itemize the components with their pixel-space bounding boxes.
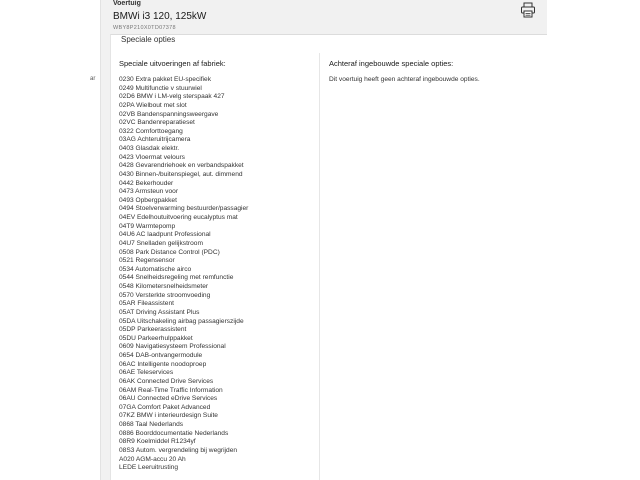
option-item: 0494 Stoelverwarming bestuurder/passagier	[119, 205, 249, 213]
option-item: 05AT Driving Assistant Plus	[119, 308, 200, 316]
option-item: 0230 Extra pakket EU-specifiek	[119, 76, 211, 83]
option-item: 02VB Bandenspanningsweergave	[119, 110, 219, 118]
option-item: 0570 Versterkte stroomvoeding	[119, 291, 211, 299]
option-item: 02PA Wielbout met slot	[119, 101, 187, 109]
option-item: 06AK Connected Drive Services	[119, 377, 214, 385]
option-item: 05DA Uitschakeling airbag passagierszijde	[119, 317, 244, 325]
option-item: 06AU Connected eDrive Services	[119, 395, 218, 403]
option-item: 0868 Taal Nederlands	[119, 421, 184, 428]
option-item: 03AG Achteruitrijcamera	[119, 136, 191, 144]
option-item: 06AC Intelligente noodoproep	[119, 360, 207, 368]
option-item: LEDE Leeruitrusting	[119, 464, 179, 472]
section-title: Speciale opties	[121, 35, 176, 44]
factory-options-column	[119, 59, 309, 473]
option-item: 07GA Comfort Paket Advanced	[119, 403, 211, 411]
option-item: 02VC Bandenreparatieset	[119, 119, 195, 127]
option-item: 0403 Glasdak elektr.	[119, 145, 180, 152]
option-item: 0249 Multifunctie v stuurwiel	[119, 84, 202, 92]
factory-options-list	[119, 76, 309, 473]
aftermarket-options-column	[329, 59, 539, 83]
option-item: 0654 DAB-ontvangermodule	[119, 352, 203, 359]
section-kicker: Voertuig	[113, 0, 141, 7]
option-item: 04T9 Warmtepomp	[119, 222, 176, 230]
option-item: 07KZ BMW i interieurdesign Suite	[119, 412, 218, 420]
option-item: 0428 Gevarendriehoek en verbandspakket	[119, 162, 244, 170]
option-item: 06AM Real-Time Traffic Information	[119, 386, 223, 394]
option-item: 05DU Parkeerhulppakket	[119, 334, 193, 342]
option-item: 0473 Armsteun voor	[119, 188, 179, 196]
option-item: 0609 Navigatiesysteem Professional	[119, 343, 226, 351]
option-item: 0886 Boorddocumentatie Nederlands	[119, 429, 229, 437]
option-item: 0493 Opbergpakket	[119, 196, 177, 204]
option-item: 04EV Edelhoutuitvoering eucalyptus mat	[119, 214, 238, 221]
vehicle-title: BMWi i3 120, 125kW	[113, 11, 207, 22]
printer-icon[interactable]	[520, 2, 536, 18]
option-item: 04U6 AC laadpunt Professional	[119, 231, 211, 239]
option-item: 0442 Bekerhouder	[119, 179, 174, 187]
sidebar-fragment: ar	[90, 76, 96, 82]
column-divider	[319, 53, 320, 480]
aftermarket-options-title: Achteraf ingebouwde speciale opties:	[329, 59, 454, 68]
option-item: 08S3 Autom. vergrendeling bij wegrijden	[119, 446, 238, 454]
option-item: 0508 Park Distance Control (PDC)	[119, 248, 220, 256]
option-item: 0521 Regensensor	[119, 257, 175, 265]
vin-number: WBY8P210X0TD07378	[113, 25, 176, 31]
option-item: 06AE Teleservices	[119, 369, 174, 377]
option-item: 0548 Kilometersnelheidsmeter	[119, 283, 209, 290]
option-item: A020 AGM-accu 20 Ah	[119, 455, 186, 463]
option-item: 05DP Parkeerassistent	[119, 326, 187, 334]
option-item: 0534 Automatische airco	[119, 265, 192, 273]
option-item: 04U7 Snelladen gelijkstroom	[119, 239, 203, 247]
aftermarket-options-text: Dit voertuig heeft geen achteraf ingebouwde opties.	[329, 76, 480, 83]
option-item: 05AR Fileassistent	[119, 300, 174, 308]
option-item: 0423 Vloermat velours	[119, 153, 185, 161]
option-item: 02D6 BMW i LM-velg sterspaak 427	[119, 93, 225, 101]
factory-options-title: Speciale uitvoeringen af fabriek:	[119, 59, 226, 68]
special-options-card	[110, 34, 547, 480]
option-item: 08R9 Koelmiddel R1234yf	[119, 438, 196, 446]
option-item: 0430 Binnen-/buitenspiegel, aut. dimmend	[119, 170, 243, 178]
option-item: 0322 Comforttoegang	[119, 127, 183, 135]
option-item: 0544 Snelheidsregeling met remfunctie	[119, 274, 234, 282]
left-sidebar-edge	[0, 0, 100, 480]
